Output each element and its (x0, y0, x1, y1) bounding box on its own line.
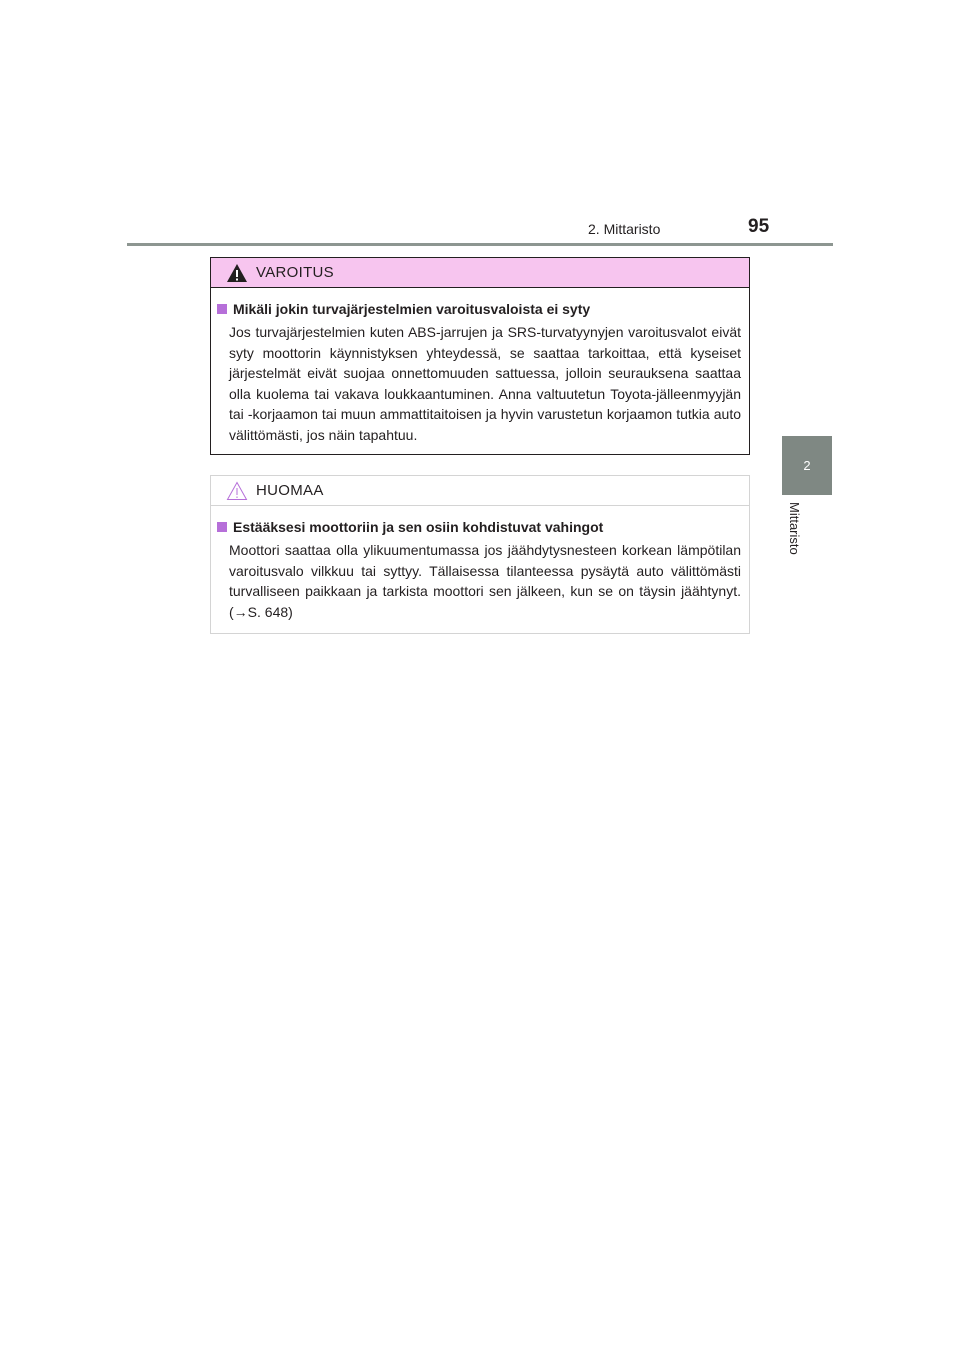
notice-body (211, 506, 749, 622)
chapter-tab[interactable] (782, 436, 832, 495)
square-bullet-icon (217, 522, 227, 532)
warning-heading: VAROITUS (256, 264, 334, 281)
warning-header (211, 258, 749, 288)
notice-box (210, 475, 750, 634)
notice-heading: HUOMAA (256, 482, 324, 499)
notice-item-text: Moottori saattaa olla ylikuumentumassa jos jäähdytysnesteen korkean lämpötilan varoitusvalo vilkkuu tai syttyy. Tällaisessa tilanteessa pysäytä auto välittömästi turvalliseen paikkaan ja tarkista moottori sen jälkeen, kun se on täysin jäähtynyt. (→S. 648) (229, 542, 741, 620)
warning-triangle-outline-icon (226, 481, 248, 501)
header-divider (127, 243, 833, 246)
warning-item-text: Jos turvajärjestelmien kuten ABS-jarrujen ja SRS-turvatyynyjen varoitusvalot eivät syty moottorin käynnistyksen yhteydessä, se saattaa tarkoittaa, että kyseiset järjestelmät eivät suojaa onnettomuuden sattuessa, jolloin seurauksena saattaa olla kuolema tai vakava loukkaantuminen. Anna valtuutetun Toyota-jälleenmyyjän tai -korjaamon tai muun ammattitaitoisen ja hyvin varustetun korjaamon tutkia auto välittömästi, jos näin tapahtuu. (229, 324, 741, 443)
warning-box (210, 257, 750, 455)
notice-title-text: Estääksesi moottoriin ja sen osiin kohdistuvat vahingot (233, 519, 604, 535)
chapter-number: 2 (803, 458, 811, 473)
warning-item-title (217, 299, 741, 319)
square-bullet-icon (217, 304, 227, 314)
chapter-label: Mittaristo (787, 502, 802, 555)
page-number: 95 (748, 216, 770, 237)
notice-header (211, 476, 749, 506)
warning-body (211, 288, 749, 445)
header-section-title: 2. Mittaristo (588, 221, 661, 237)
warning-triangle-filled-icon (226, 263, 248, 283)
warning-title-text: Mikäli jokin turvajärjestelmien varoitusvaloista ei syty (233, 301, 591, 317)
notice-item-title (217, 517, 741, 537)
